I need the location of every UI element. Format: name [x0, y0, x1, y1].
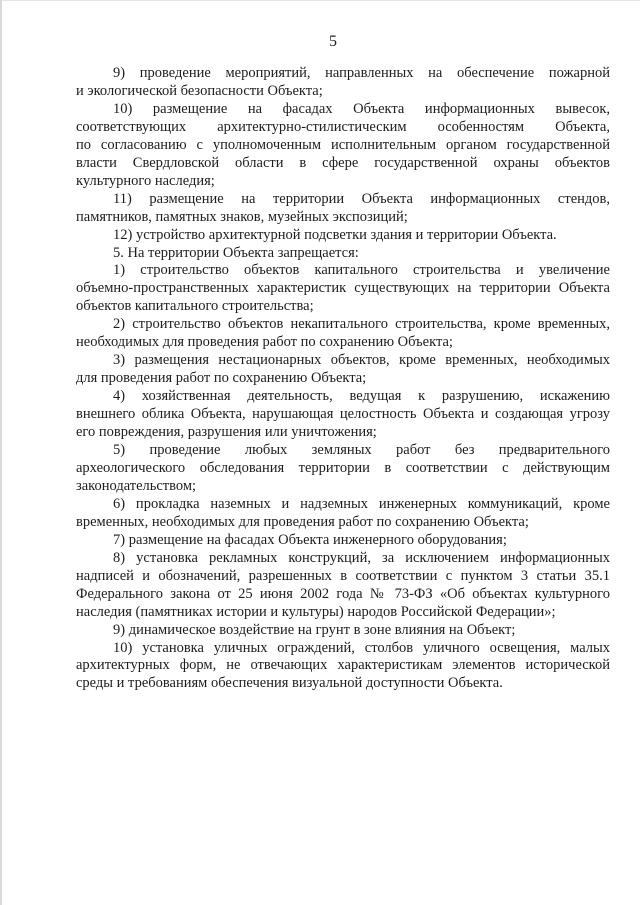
text-line: памятников, памятных знаков, музейных экспозиций; — [76, 208, 408, 225]
text-line: 3) размещения нестационарных объектов, кроме временных, необходимых — [113, 352, 610, 369]
text-line: 10) установка уличных ограждений, столбов уличного освещения, малых — [113, 639, 610, 656]
paragraph — [76, 245, 610, 263]
text-line: 9) проведение мероприятий, направленных на обеспечение пожарной — [113, 65, 610, 81]
paragraph — [76, 191, 610, 227]
paragraph — [76, 622, 610, 640]
text-line: 1) строительство объектов капитального строительства и увеличение — [113, 262, 610, 279]
text-line: наследия (памятниках истории и культуры) народов Российской Федерации»; — [76, 603, 556, 620]
text-line: 5) проведение любых земляных работ без предварительного — [113, 442, 610, 459]
text-line: 10) размещение на фасадах Объекта информационных вывесок, — [113, 100, 610, 117]
paragraph — [76, 496, 610, 532]
text-line: 11) размещение на территории Объекта информационных стендов, — [113, 190, 610, 207]
text-line: надписей и обозначений, разрешенных в соответствии с пунктом 3 статьи 35.1 — [76, 567, 610, 584]
text-line: его повреждения, разрушения или уничтожения; — [76, 424, 377, 441]
paragraph — [76, 65, 610, 101]
text-line: 9) динамическое воздействие на грунт в зоне влияния на Объект; — [113, 621, 516, 638]
text-line: 5. На территории Объекта запрещается: — [113, 244, 359, 261]
text-line: для проведения работ по сохранению Объекта; — [76, 370, 367, 387]
paragraph — [76, 316, 610, 352]
text-line: 8) установка рекламных конструкций, за исключением информационных — [113, 549, 610, 566]
text-line: 4) хозяйственная деятельность, ведущая к разрушению, искажению — [113, 388, 610, 405]
paragraph — [76, 227, 610, 245]
text-line: внешнего облика Объекта, нарушающая целостность Объекта и создающая угрозу — [76, 406, 610, 423]
text-line: 7) размещение на фасадах Объекта инженерного оборудования; — [113, 531, 507, 548]
paragraph — [76, 640, 610, 694]
text-line: Федерального закона от 25 июня 2002 года № 73-ФЗ «Об объектах культурного — [76, 585, 610, 602]
document-body — [76, 65, 610, 693]
paragraph — [76, 352, 610, 388]
text-line: 12) устройство архитектурной подсветки здания и территории Объекта. — [113, 226, 557, 243]
text-line: необходимых для проведения работ по сохранению Объекта; — [76, 334, 453, 351]
text-line: археологического обследования территории в соответствии с действующим — [76, 459, 610, 476]
text-line: власти Свердловской области в сфере государственной охраны объектов — [76, 154, 610, 171]
paragraph — [76, 388, 610, 442]
text-line: 2) строительство объектов некапитального строительства, кроме временных, — [113, 316, 610, 333]
text-line: временных, необходимых для проведения работ по сохранению Объекта; — [76, 513, 529, 530]
paragraph — [76, 101, 610, 191]
text-line: законодательством; — [76, 477, 197, 494]
text-line: и экологической безопасности Объекта; — [76, 82, 323, 99]
text-line: соответствующих архитектурно-стилистическим особенностям Объекта, — [76, 118, 610, 135]
paragraph — [76, 550, 610, 622]
paragraph — [76, 532, 610, 550]
text-line: 6) прокладка наземных и надземных инженерных коммуникаций, кроме — [113, 495, 610, 512]
paragraph — [76, 442, 610, 496]
text-line: культурного наследия; — [76, 172, 215, 189]
text-line: объектов капитального строительства; — [76, 298, 314, 315]
text-line: объемно-пространственных характеристик существующих на территории Объекта — [76, 280, 610, 297]
page-number: 5 — [329, 33, 337, 50]
text-line: по согласованию с уполномоченным исполнительным органом государственной — [76, 136, 610, 153]
text-line: архитектурных форм, не отвечающих характеристикам элементов исторической — [76, 657, 610, 674]
text-line: среды и требованиям обеспечения визуальной доступности Объекта. — [76, 675, 503, 692]
paragraph — [76, 262, 610, 316]
